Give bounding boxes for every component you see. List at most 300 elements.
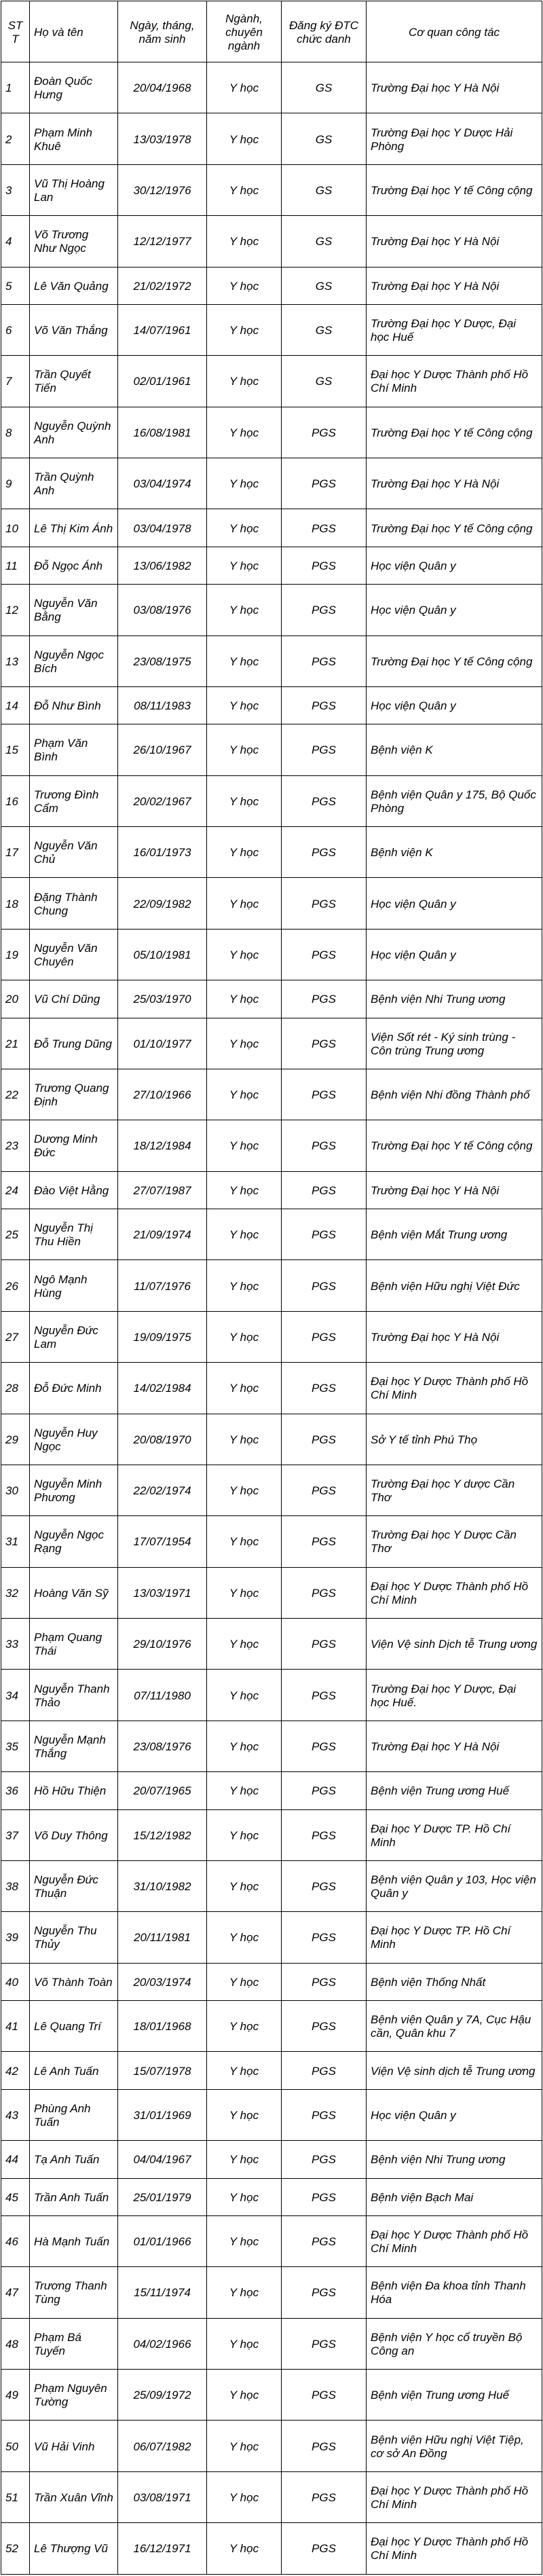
cell-field: Y học [207,1363,282,1414]
cell-field: Y học [207,1311,282,1362]
cell-field: Y học [207,1209,282,1260]
cell-name: Ngô Mạnh Hùng [30,1260,118,1311]
cell-org: Trường Đại học Y tế Công cộng [367,407,542,458]
cell-title: PGS [282,1619,367,1670]
cell-title: GS [282,62,367,113]
cell-org: Trường Đại học Y Dược, Đại học Huế [367,304,542,355]
cell-dob: 21/09/1974 [118,1209,207,1260]
cell-name: Nguyễn Quỳnh Anh [30,407,118,458]
cell-org: Học viện Quân y [367,929,542,980]
cell-dob: 13/03/1971 [118,1567,207,1618]
cell-dob: 20/02/1967 [118,775,207,826]
cell-field: Y học [207,1670,282,1721]
cell-title: PGS [282,2141,367,2178]
cell-name: Trần Quyết Tiến [30,356,118,407]
table-row [1,407,542,458]
table-row [1,2215,542,2266]
cell-dob: 03/08/1971 [118,2471,207,2522]
table-row [1,2141,542,2178]
cell-field: Y học [207,827,282,878]
cell-stt: 52 [1,2523,30,2574]
table-row [1,2001,542,2052]
table-row [1,2421,542,2471]
cell-name: Nguyễn Huy Ngọc [30,1414,118,1465]
cell-stt: 4 [1,216,30,267]
cell-org: Bệnh viện Y học cổ truyền Bộ Công an [367,2318,542,2369]
cell-field: Y học [207,2052,282,2089]
cell-name: Võ Duy Thông [30,1809,118,1860]
cell-title: PGS [282,2523,367,2574]
cell-field: Y học [207,1260,282,1311]
cell-dob: 21/02/1972 [118,267,207,304]
cell-stt: 41 [1,2001,30,2052]
table-row [1,1120,542,1171]
cell-dob: 15/11/1974 [118,2267,207,2318]
cell-title: PGS [282,929,367,980]
cell-dob: 04/04/1967 [118,2141,207,2178]
cell-title: PGS [282,1670,367,1721]
cell-stt: 9 [1,458,30,509]
cell-stt: 6 [1,304,30,355]
cell-field: Y học [207,775,282,826]
cell-field: Y học [207,2001,282,2052]
cell-name: Phạm Bá Tuyến [30,2318,118,2369]
cell-org: Bệnh viện Hữu nghị Việt Tiệp, cơ sở An Đồng [367,2421,542,2471]
cell-field: Y học [207,585,282,636]
cell-title: PGS [282,2267,367,2318]
cell-stt: 10 [1,509,30,547]
cell-stt: 16 [1,775,30,826]
header-name: Họ và tên [30,1,118,62]
cell-stt: 8 [1,407,30,458]
cell-title: PGS [282,1809,367,1860]
cell-stt: 50 [1,2421,30,2471]
cell-field: Y học [207,2215,282,2266]
cell-field: Y học [207,2318,282,2369]
header-row [1,1,542,62]
cell-stt: 38 [1,1860,30,1911]
table-row [1,547,542,584]
table-row [1,62,542,113]
cell-title: PGS [282,980,367,1018]
cell-title: GS [282,356,367,407]
cell-org: Bệnh viện Thống Nhất [367,1963,542,2000]
cell-title: PGS [282,1069,367,1120]
cell-title: PGS [282,1260,367,1311]
cell-field: Y học [207,980,282,1018]
cell-org: Trường Đại học Y Hà Nội [367,62,542,113]
table-row [1,509,542,547]
cell-field: Y học [207,1619,282,1670]
cell-title: PGS [282,1516,367,1567]
cell-name: Nguyễn Văn Chuyên [30,929,118,980]
cell-dob: 16/08/1981 [118,407,207,458]
cell-org: Đại học Y Dược Thành phố Hồ Chí Minh [367,1567,542,1618]
cell-field: Y học [207,509,282,547]
cell-dob: 03/08/1976 [118,585,207,636]
cell-dob: 31/01/1969 [118,2089,207,2140]
cell-field: Y học [207,2471,282,2522]
table-row [1,2178,542,2215]
cell-title: PGS [282,509,367,547]
cell-title: PGS [282,1772,367,1809]
cell-field: Y học [207,1721,282,1771]
cell-name: Trương Thanh Tùng [30,2267,118,2318]
cell-field: Y học [207,547,282,584]
cell-stt: 37 [1,1809,30,1860]
cell-name: Nguyễn Thị Thu Hiền [30,1209,118,1260]
cell-title: PGS [282,1963,367,2000]
cell-dob: 03/04/1978 [118,509,207,547]
cell-name: Nguyễn Văn Chủ [30,827,118,878]
cell-org: Trường Đại học Y Hà Nội [367,267,542,304]
cell-dob: 18/01/1968 [118,2001,207,2052]
cell-org: Trường Đại học Y tế Công cộng [367,509,542,547]
cell-title: PGS [282,724,367,775]
header-field: Ngành, chuyên ngành [207,1,282,62]
cell-org: Trường Đại học Y Hà Nội [367,216,542,267]
cell-org: Trường Đại học Y tế Công cộng [367,636,542,686]
cell-dob: 25/03/1970 [118,980,207,1018]
cell-title: PGS [282,2052,367,2089]
cell-stt: 33 [1,1619,30,1670]
cell-field: Y học [207,164,282,215]
cell-org: Viện Sốt rét - Ký sinh trùng - Côn trùng Trung ương [367,1018,542,1069]
header-dob: Ngày, tháng, năm sinh [118,1,207,62]
cell-dob: 01/01/1966 [118,2215,207,2266]
table-row [1,1311,542,1362]
cell-org: Bệnh viện Mắt Trung ương [367,1209,542,1260]
cell-name: Nguyễn Ngọc Bích [30,636,118,686]
cell-name: Nguyễn Thu Thủy [30,1912,118,1963]
cell-name: Nguyễn Ngọc Rạng [30,1516,118,1567]
cell-title: PGS [282,1171,367,1209]
table-row [1,1260,542,1311]
cell-stt: 12 [1,585,30,636]
table-row [1,164,542,215]
cell-name: Nguyễn Văn Bằng [30,585,118,636]
cell-dob: 27/07/1987 [118,1171,207,1209]
cell-field: Y học [207,62,282,113]
cell-name: Phạm Quang Thái [30,1619,118,1670]
cell-name: Vũ Chí Dũng [30,980,118,1018]
cell-name: Hồ Hữu Thiện [30,1772,118,1809]
cell-dob: 13/06/1982 [118,547,207,584]
cell-dob: 07/11/1980 [118,1670,207,1721]
header-title: Đăng ký ĐTC chức danh [282,1,367,62]
cell-field: Y học [207,878,282,929]
cell-title: GS [282,113,367,164]
cell-name: Đoàn Quốc Hưng [30,62,118,113]
cell-dob: 29/10/1976 [118,1619,207,1670]
cell-title: PGS [282,1209,367,1260]
cell-dob: 20/03/1974 [118,1963,207,2000]
cell-stt: 40 [1,1963,30,2000]
cell-org: Trường Đại học Y Dược Cần Thơ [367,1516,542,1567]
cell-name: Trương Quang Định [30,1069,118,1120]
cell-name: Trần Anh Tuấn [30,2178,118,2215]
cell-name: Võ Trương Như Ngọc [30,216,118,267]
cell-title: PGS [282,2089,367,2140]
cell-name: Trần Quỳnh Anh [30,458,118,509]
cell-field: Y học [207,686,282,724]
cell-field: Y học [207,724,282,775]
cell-title: PGS [282,2178,367,2215]
cell-field: Y học [207,2421,282,2471]
cell-dob: 23/08/1976 [118,1721,207,1771]
cell-stt: 19 [1,929,30,980]
cell-stt: 49 [1,2370,30,2421]
cell-dob: 08/11/1983 [118,686,207,724]
header-stt: STT [1,1,30,62]
cell-org: Trường Đại học Y tế Công cộng [367,164,542,215]
cell-org: Trường Đại học Y Hà Nội [367,1171,542,1209]
cell-name: Đỗ Như Bình [30,686,118,724]
cell-stt: 11 [1,547,30,584]
cell-org: Đại học Y Dược TP. Hồ Chí Minh [367,1912,542,1963]
table-row [1,1670,542,1721]
cell-title: PGS [282,636,367,686]
cell-dob: 13/03/1978 [118,113,207,164]
cell-name: Đỗ Đức Minh [30,1363,118,1414]
table-row [1,827,542,878]
cell-org: Đại học Y Dược Thành phố Hồ Chí Minh [367,356,542,407]
cell-org: Viện Vệ sinh dịch tễ Trung ương [367,2052,542,2089]
cell-stt: 36 [1,1772,30,1809]
table-row [1,1567,542,1618]
table-row [1,1414,542,1465]
cell-dob: 25/09/1972 [118,2370,207,2421]
cell-org: Trường Đại học Y Hà Nội [367,1721,542,1771]
table-row [1,113,542,164]
cell-org: Trường Đại học Y Hà Nội [367,458,542,509]
cell-name: Nguyễn Minh Phương [30,1465,118,1515]
cell-field: Y học [207,2267,282,2318]
cell-org: Bệnh viện Đa khoa tỉnh Thanh Hóa [367,2267,542,2318]
cell-dob: 16/12/1971 [118,2523,207,2574]
cell-name: Phạm Văn Bình [30,724,118,775]
cell-stt: 24 [1,1171,30,1209]
cell-field: Y học [207,636,282,686]
cell-field: Y học [207,1567,282,1618]
cell-title: GS [282,164,367,215]
cell-title: PGS [282,585,367,636]
cell-org: Bệnh viện K [367,827,542,878]
cell-dob: 12/12/1977 [118,216,207,267]
cell-field: Y học [207,458,282,509]
cell-org: Đại học Y Dược Thành phố Hồ Chí Minh [367,2523,542,2574]
cell-stt: 29 [1,1414,30,1465]
cell-org: Trường Đại học Y dược Cần Thơ [367,1465,542,1515]
cell-stt: 43 [1,2089,30,2140]
cell-dob: 22/02/1974 [118,1465,207,1515]
cell-name: Hoàng Văn Sỹ [30,1567,118,1618]
cell-stt: 31 [1,1516,30,1567]
cell-org: Trường Đại học Y Dược Hải Phòng [367,113,542,164]
cell-name: Vũ Thị Hoàng Lan [30,164,118,215]
cell-field: Y học [207,2089,282,2140]
cell-name: Lê Thị Kim Ánh [30,509,118,547]
table-row [1,2318,542,2369]
cell-field: Y học [207,2178,282,2215]
table-body [1,62,542,2575]
table-row [1,1912,542,1963]
cell-title: PGS [282,2370,367,2421]
cell-title: PGS [282,2215,367,2266]
table-row [1,1619,542,1670]
cell-name: Võ Văn Thắng [30,304,118,355]
cell-field: Y học [207,1912,282,1963]
cell-name: Hà Mạnh Tuấn [30,2215,118,2266]
cell-org: Bệnh viện Quân y 7A, Cục Hậu cần, Quân khu 7 [367,2001,542,2052]
cell-title: PGS [282,2318,367,2369]
cell-title: PGS [282,1414,367,1465]
table-row [1,2052,542,2089]
cell-stt: 47 [1,2267,30,2318]
cell-org: Học viện Quân y [367,585,542,636]
cell-stt: 3 [1,164,30,215]
cell-dob: 15/07/1978 [118,2052,207,2089]
cell-title: PGS [282,2421,367,2471]
table-row [1,1069,542,1120]
table-row [1,2370,542,2421]
cell-dob: 18/12/1984 [118,1120,207,1171]
cell-field: Y học [207,407,282,458]
table-row [1,1516,542,1567]
table-row [1,1809,542,1860]
cell-stt: 42 [1,2052,30,2089]
cell-name: Vũ Hải Vinh [30,2421,118,2471]
candidates-table [1,1,542,2575]
cell-dob: 26/10/1967 [118,724,207,775]
cell-title: PGS [282,458,367,509]
cell-dob: 06/07/1982 [118,2421,207,2471]
cell-org: Học viện Quân y [367,878,542,929]
cell-dob: 02/01/1961 [118,356,207,407]
cell-title: PGS [282,2001,367,2052]
cell-org: Đại học Y Dược Thành phố Hồ Chí Minh [367,1363,542,1414]
cell-org: Học viện Quân y [367,547,542,584]
cell-stt: 32 [1,1567,30,1618]
cell-dob: 15/12/1982 [118,1809,207,1860]
cell-field: Y học [207,1120,282,1171]
cell-title: PGS [282,1018,367,1069]
cell-name: Nguyễn Thanh Thảo [30,1670,118,1721]
cell-name: Phạm Minh Khuê [30,113,118,164]
cell-name: Đào Việt Hằng [30,1171,118,1209]
cell-name: Trương Đình Cẩm [30,775,118,826]
table-row [1,2523,542,2574]
cell-dob: 25/01/1979 [118,2178,207,2215]
table-row [1,1018,542,1069]
cell-dob: 17/07/1954 [118,1516,207,1567]
cell-name: Trần Xuân Vĩnh [30,2471,118,2522]
cell-title: PGS [282,1860,367,1911]
table-row [1,2089,542,2140]
cell-name: Nguyễn Mạnh Thắng [30,1721,118,1771]
cell-name: Đỗ Ngọc Ánh [30,547,118,584]
cell-title: PGS [282,878,367,929]
table-row [1,724,542,775]
cell-stt: 13 [1,636,30,686]
header-org: Cơ quan công tác [367,1,542,62]
table-row [1,1860,542,1911]
cell-dob: 01/10/1977 [118,1018,207,1069]
cell-title: PGS [282,407,367,458]
cell-org: Bệnh viện Nhi Trung ương [367,980,542,1018]
cell-stt: 21 [1,1018,30,1069]
cell-stt: 34 [1,1670,30,1721]
table-row [1,1772,542,1809]
cell-org: Đại học Y Dược Thành phố Hồ Chí Minh [367,2471,542,2522]
table-row [1,585,542,636]
cell-name: Phạm Nguyên Tường [30,2370,118,2421]
cell-org: Bệnh viện Trung ương Huế [367,2370,542,2421]
cell-field: Y học [207,267,282,304]
cell-title: PGS [282,1567,367,1618]
cell-dob: 11/07/1976 [118,1260,207,1311]
cell-name: Lê Thượng Vũ [30,2523,118,2574]
table-row [1,686,542,724]
cell-dob: 20/04/1968 [118,62,207,113]
cell-field: Y học [207,1069,282,1120]
cell-field: Y học [207,1860,282,1911]
cell-stt: 46 [1,2215,30,2266]
cell-title: PGS [282,547,367,584]
cell-stt: 7 [1,356,30,407]
cell-org: Viện Vệ sinh Dịch tễ Trung ương [367,1619,542,1670]
cell-stt: 30 [1,1465,30,1515]
cell-org: Bệnh viện Bạch Mai [367,2178,542,2215]
cell-name: Lê Văn Quảng [30,267,118,304]
cell-stt: 14 [1,686,30,724]
table-row [1,2471,542,2522]
table-row [1,304,542,355]
cell-dob: 14/02/1984 [118,1363,207,1414]
cell-title: PGS [282,1465,367,1515]
table-row [1,980,542,1018]
cell-dob: 20/11/1981 [118,1912,207,1963]
cell-field: Y học [207,1516,282,1567]
cell-stt: 51 [1,2471,30,2522]
cell-name: Nguyễn Đức Lam [30,1311,118,1362]
cell-stt: 5 [1,267,30,304]
cell-dob: 30/12/1976 [118,164,207,215]
cell-field: Y học [207,1465,282,1515]
cell-field: Y học [207,113,282,164]
table-header [1,1,542,62]
cell-title: PGS [282,1363,367,1414]
cell-stt: 17 [1,827,30,878]
cell-name: Lê Anh Tuấn [30,2052,118,2089]
table-row [1,1363,542,1414]
cell-org: Bệnh viện Quân y 175, Bộ Quốc Phòng [367,775,542,826]
cell-title: GS [282,216,367,267]
cell-name: Lê Quang Trí [30,2001,118,2052]
table-row [1,356,542,407]
cell-org: Học viện Quân y [367,686,542,724]
cell-org: Trường Đại học Y tế Công cộng [367,1120,542,1171]
cell-org: Bệnh viện Nhi đồng Thành phố [367,1069,542,1120]
cell-stt: 1 [1,62,30,113]
cell-title: PGS [282,1311,367,1362]
cell-dob: 14/07/1961 [118,304,207,355]
table-row [1,775,542,826]
cell-dob: 20/07/1965 [118,1772,207,1809]
cell-stt: 26 [1,1260,30,1311]
cell-stt: 48 [1,2318,30,2369]
cell-stt: 15 [1,724,30,775]
